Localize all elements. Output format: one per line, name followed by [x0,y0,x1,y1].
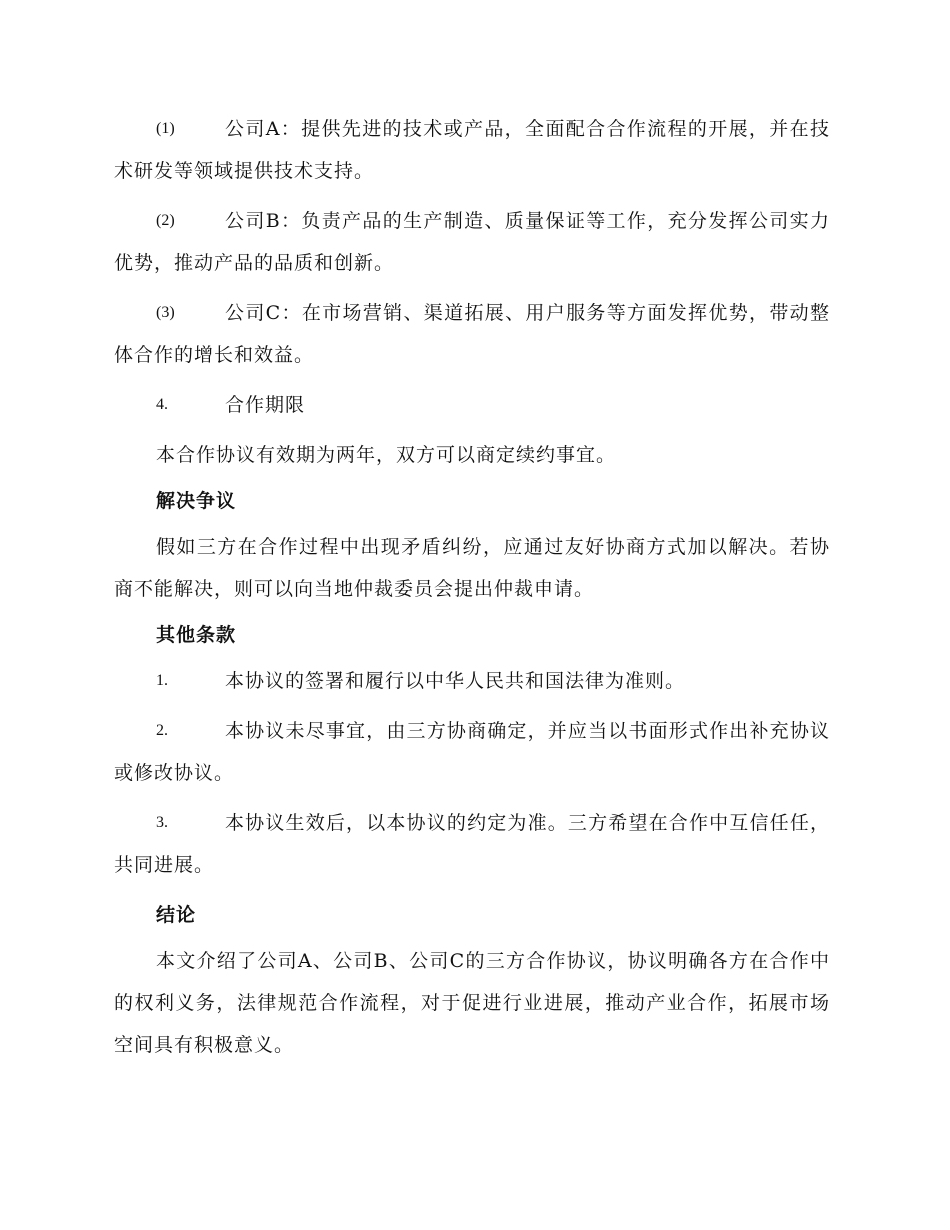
item-number: (3) [156,304,175,321]
role-item-a [114,108,830,192]
term-paragraph: 本合作协议有效期为两年，双方可以商定续约事宜。 [156,444,617,466]
conclusion-heading: 结论 [156,904,197,926]
item-text: 公司A：提供先进的技术或产品，全面配合合作流程的开展，并在技术研发等领域提供技术支持。 [114,118,830,182]
item-text: 本协议生效后，以本协议的约定为准。三方希望在合作中互信任任，共同进展。 [114,812,830,876]
item-number: (1) [156,120,175,137]
item-number: (2) [156,212,175,229]
dispute-heading: 解决争议 [156,490,237,512]
document-body [114,108,830,1070]
item-text: 本协议的签署和履行以中华人民共和国法律为准则。 [225,670,686,692]
other-term-item-3 [114,802,830,886]
other-term-item-2 [114,710,830,794]
other-terms-heading: 其他条款 [156,624,237,646]
item-text: 公司B：负责产品的生产制造、质量保证等工作，充分发挥公司实力优势，推动产品的品质和创新。 [114,210,830,274]
role-item-c [114,292,830,376]
dispute-paragraph: 假如三方在合作过程中出现矛盾纠纷，应通过友好协商方式加以解决。若协商不能解决，则可以向当地仲裁委员会提出仲裁申请。 [114,536,830,600]
item-text: 公司C：在市场营销、渠道拓展、用户服务等方面发挥优势，带动整体合作的增长和效益。 [114,302,830,366]
item-text: 合作期限 [225,394,306,416]
item-number: 2. [156,722,168,739]
other-term-item-1 [114,660,830,702]
item-number: 1. [156,672,168,689]
role-item-b [114,200,830,284]
item-text: 本协议未尽事宜，由三方协商确定，并应当以书面形式作出补充协议或修改协议。 [114,720,830,784]
conclusion-paragraph: 本文介绍了公司A、公司B、公司C的三方合作协议，协议明确各方在合作中的权利义务，法律规范合作流程，对于促进行业进展，推动产业合作，拓展市场空间具有积极意义。 [114,950,830,1056]
item-number: 3. [156,814,168,831]
item-number: 4. [156,396,168,413]
term-item [114,384,830,426]
